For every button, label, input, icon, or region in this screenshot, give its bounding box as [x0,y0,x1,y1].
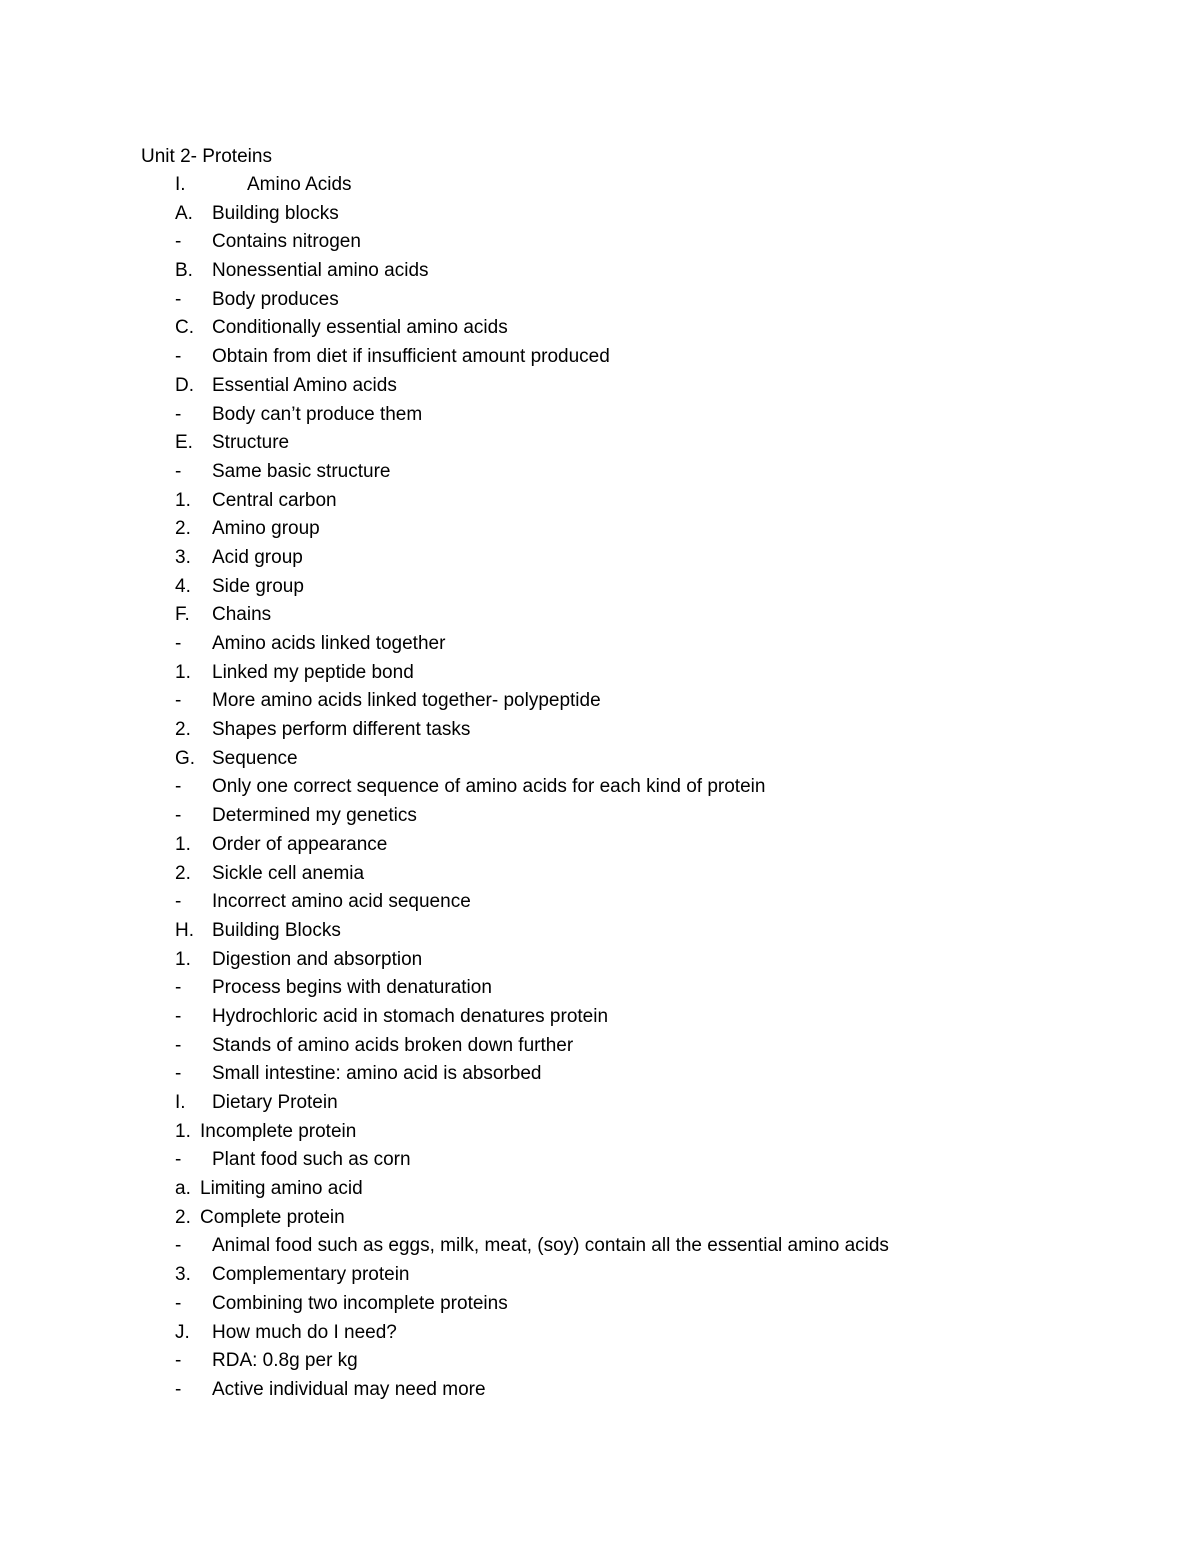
outline-text: Stands of amino acids broken down further [212,1034,574,1056]
outline-text: Sickle cell anemia [212,862,365,884]
outline-marker: B. [175,260,193,282]
outline-marker: F. [175,604,190,626]
outline-text: Central carbon [212,489,337,511]
outline-text: Side group [212,575,304,597]
outline-text: Chains [212,604,272,626]
outline-marker: - [175,633,182,654]
outline-text: Amino group [212,518,320,540]
outline-text: Plant food such as corn [212,1149,411,1171]
outline-marker: - [175,1235,182,1257]
outline-text: Complementary protein [212,1264,410,1286]
outline-marker: - [175,1292,182,1314]
outline-text: Process begins with denaturation [212,977,492,999]
outline-marker: 1. [175,1120,191,1142]
outline-marker: H. [175,919,194,941]
outline-text: Essential Amino acids [212,374,397,396]
outline-text: Body can’t produce them [212,403,423,425]
outline-text: Incomplete protein [200,1120,357,1142]
outline-marker: D. [175,374,194,396]
outline-marker: - [175,805,182,827]
outline-text: Linked my peptide bond [212,661,414,683]
document-title: Unit 2- Proteins [141,146,272,167]
outline-marker: 3. [175,546,191,568]
outline-marker: - [175,403,182,425]
outline-marker: 2. [175,719,191,741]
outline-text: Active individual may need more [212,1378,486,1400]
outline-text: Structure [212,432,290,454]
outline-marker: - [175,231,182,253]
outline-text: More amino acids linked together- polypeptide [212,690,601,712]
outline-text: Animal food such as eggs, milk, meat, (soy) contain all the essential amino acids [212,1235,889,1257]
outline-text: Hydrochloric acid in stomach denatures protein [212,1005,609,1027]
outline-marker: - [175,1149,182,1171]
outline-text: Shapes perform different tasks [212,719,471,741]
outline-marker: 1. [175,833,191,855]
outline-marker: - [175,1005,182,1027]
outline-marker: 1. [175,948,191,970]
outline-marker: - [175,346,182,368]
outline-text: Determined my genetics [212,805,417,827]
outline-text: Limiting amino acid [200,1178,363,1200]
outline-marker: - [175,977,182,999]
outline-text: Amino acids linked together [212,633,446,654]
outline-text: Order of appearance [212,833,388,855]
outline-text: Same basic structure [212,460,391,482]
outline-marker: 2. [175,1206,191,1228]
outline-text: Building blocks [212,202,339,224]
outline-marker: 2. [175,518,191,540]
outline-text: Amino Acids [247,174,352,195]
outline-marker: J. [175,1321,190,1343]
outline-marker: A. [175,202,193,224]
outline-marker: - [175,1350,182,1372]
outline-text: Acid group [212,546,303,568]
outline-marker: 2. [175,862,191,884]
outline-marker: 1. [175,661,191,683]
outline-marker: - [175,1034,182,1056]
outline-text: Contains nitrogen [212,231,361,253]
outline-text: Obtain from diet if insufficient amount produced [212,346,610,368]
outline-text: Complete protein [200,1206,345,1228]
outline-text: Building Blocks [212,919,341,941]
outline-marker: - [175,1378,182,1400]
outline-marker: - [175,288,182,310]
outline-text: Incorrect amino acid sequence [212,891,471,913]
outline-text: Digestion and absorption [212,948,423,970]
outline-text: Combining two incomplete proteins [212,1292,508,1314]
outline-marker: - [175,690,182,712]
outline-text: Body produces [212,288,339,310]
outline-text: Dietary Protein [212,1092,338,1113]
outline-marker: a. [175,1178,191,1200]
outline-text: RDA: 0.8g per kg [212,1350,358,1372]
outline-marker: 1. [175,489,191,511]
outline-text: Conditionally essential amino acids [212,317,508,339]
outline-marker: I. [175,174,186,195]
outline-marker: G. [175,747,196,769]
outline-marker: - [175,776,182,798]
outline-marker: 4. [175,575,191,597]
outline-marker: C. [175,317,194,339]
outline-marker: I. [175,1092,186,1113]
outline-marker: 3. [175,1264,191,1286]
outline-marker: - [175,460,182,482]
outline-marker: - [175,891,182,913]
outline-text: How much do I need? [212,1321,397,1343]
outline-text: Sequence [212,747,298,769]
outline-text: Nonessential amino acids [212,260,429,282]
outline-marker: - [175,1063,182,1085]
outline-marker: E. [175,432,193,454]
outline-text: Only one correct sequence of amino acids for each kind of protein [212,776,766,798]
outline-text: Small intestine: amino acid is absorbed [212,1063,542,1085]
